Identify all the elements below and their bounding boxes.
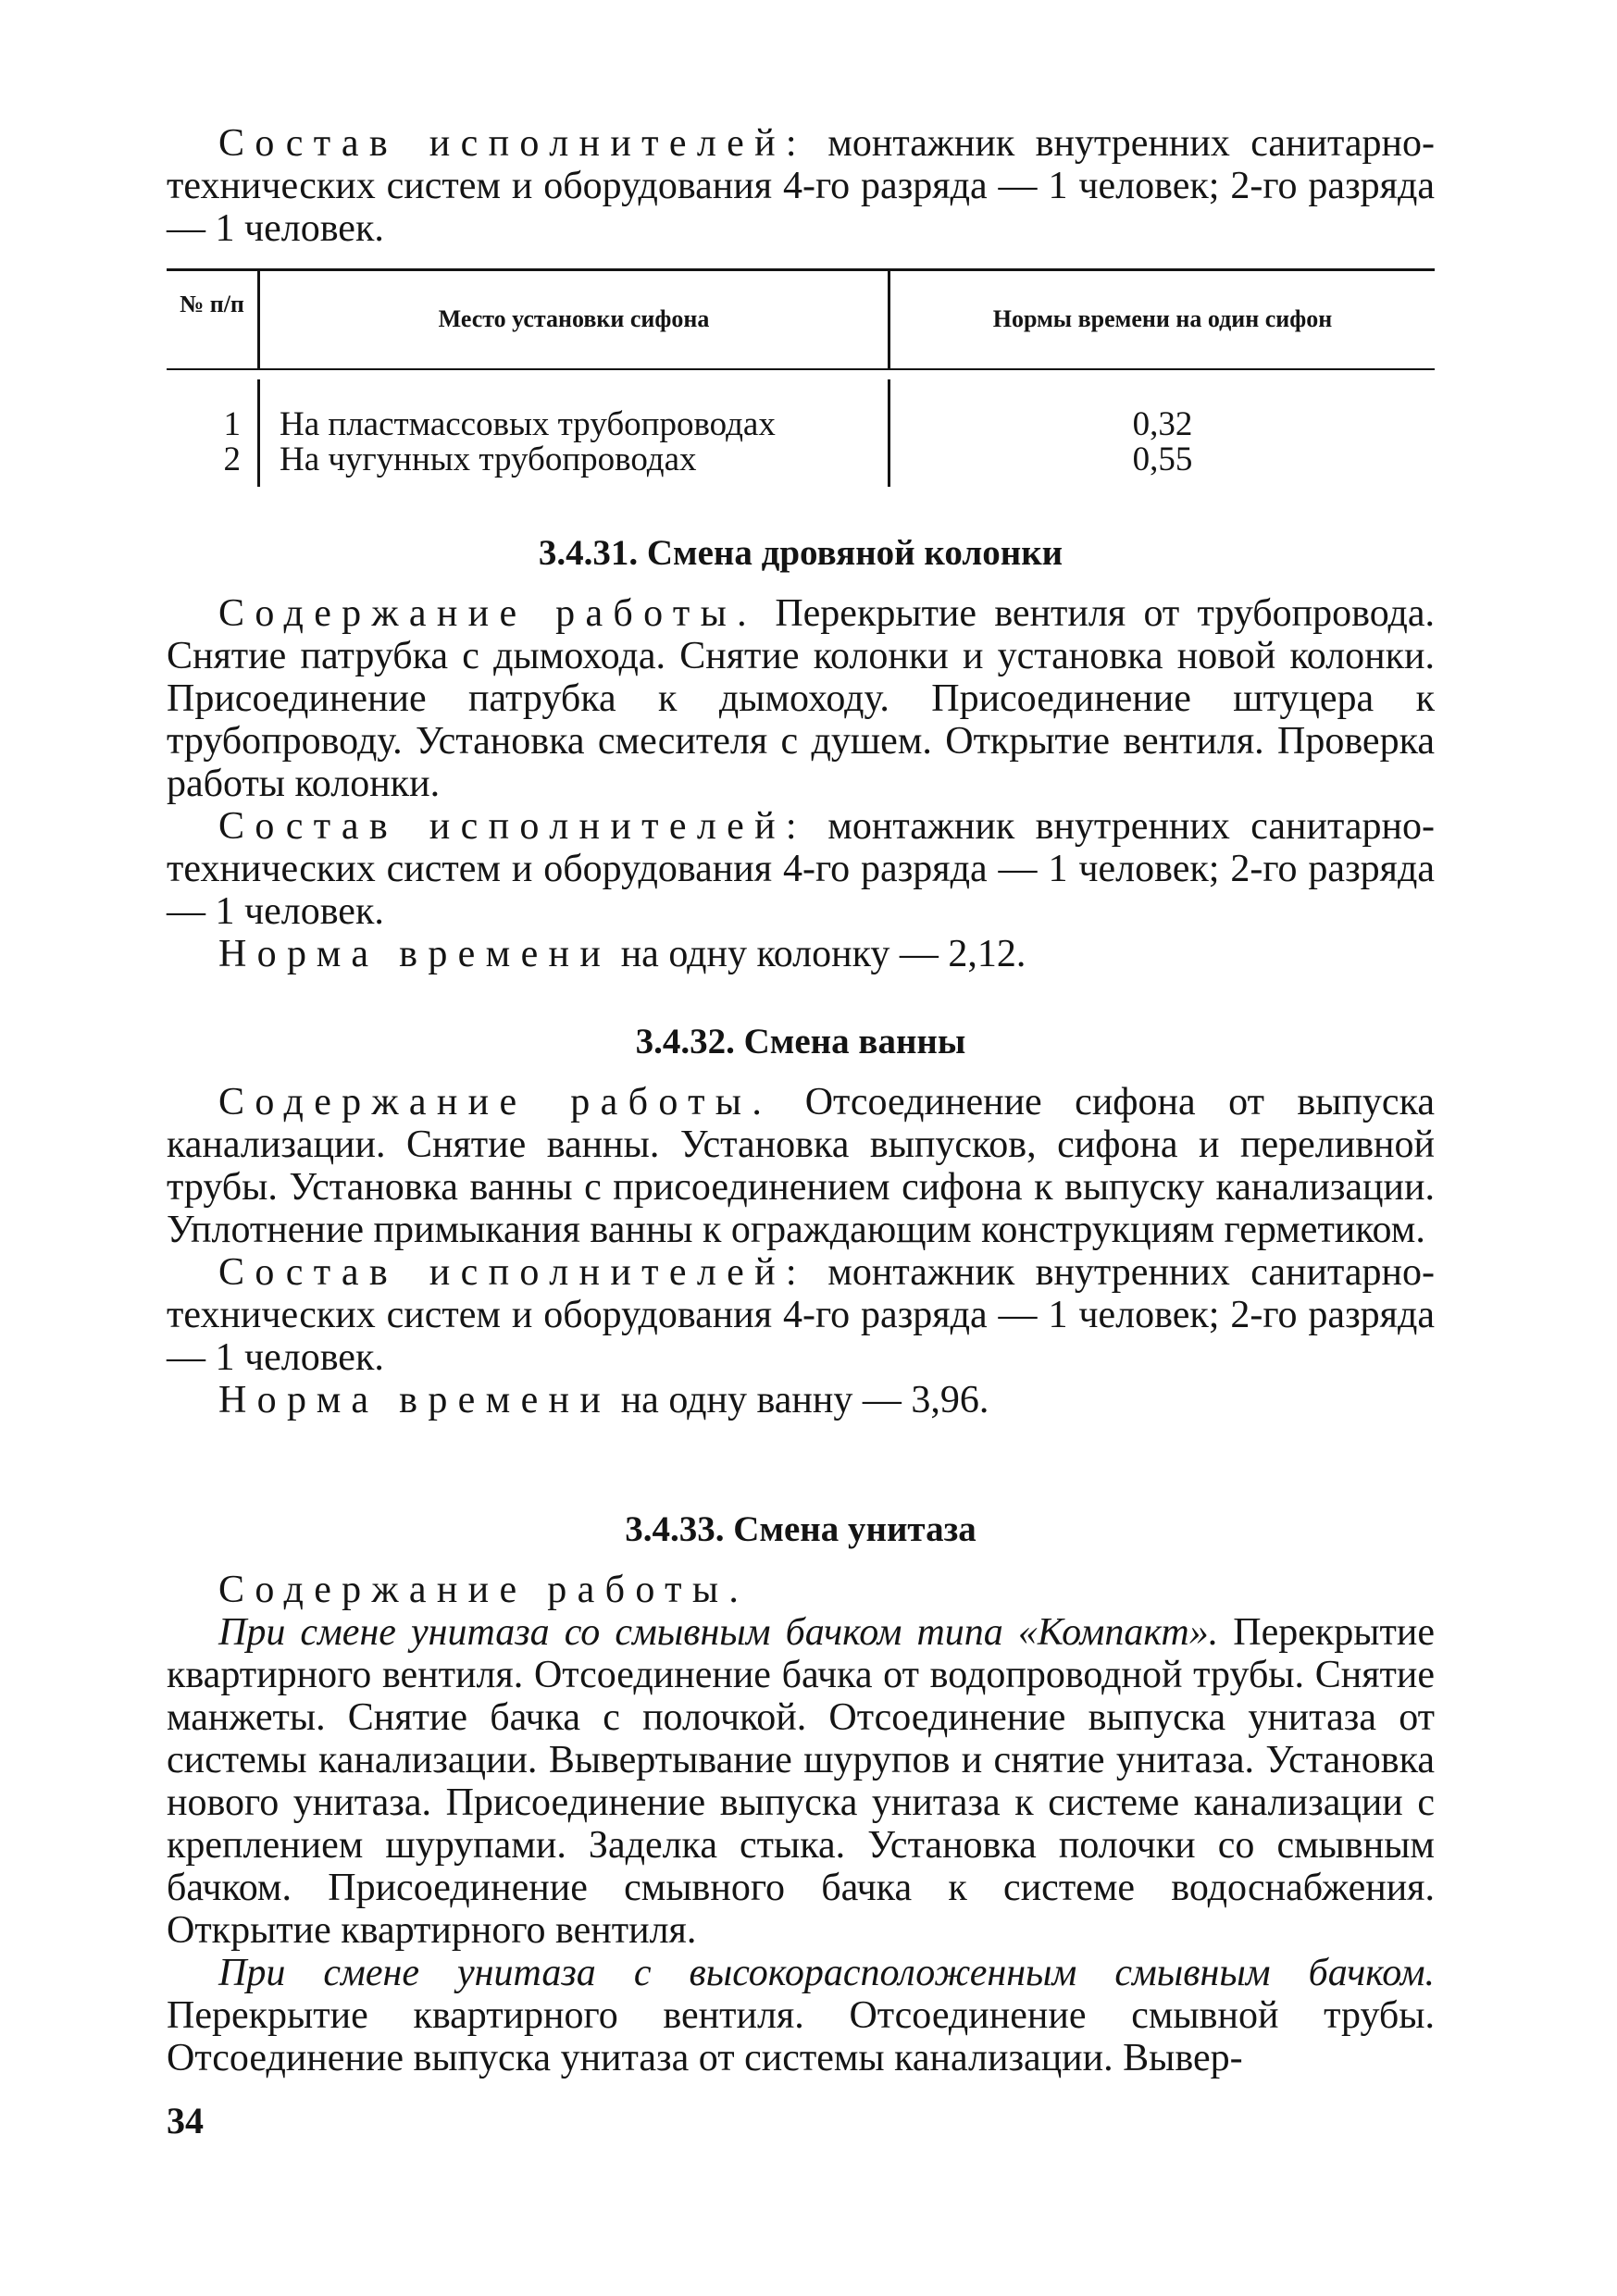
section-3-4-32-heading	[167, 1021, 1435, 1063]
staff-lead: Состав исполнителей:	[218, 805, 807, 848]
time-norm-paragraph	[167, 933, 1435, 975]
work-content-text: Отсоединение сифона от выпуска канализации. Снятие ванны. Установка выпусков, сифона и переливной трубы. Установка ванны с присоединением сифона к выпуску канализации. Уплотнение примыкания ванны к ограждающим конструкциям герметиком.	[167, 1081, 1435, 1251]
work-content-paragraph	[167, 1569, 1435, 1611]
section-3-4-31-heading	[167, 532, 1435, 575]
work-content-lead: Содержание работы.	[218, 1081, 773, 1123]
staff-text: монтажник внутренних санитарно-технических систем и оборудования 4-го разряда — 1 человек; 2-го разряда — 1 человек.	[167, 1251, 1435, 1379]
table-header-num: № п/п	[180, 291, 244, 317]
case-compact-lead: При смене унитаза со смывным бачком типа «Компакт».	[218, 1611, 1219, 1654]
table-row-1-norm: 0,32	[1132, 405, 1193, 443]
case-compact-paragraph	[167, 1611, 1435, 1952]
section-title: 3.4.32. Смена ванны	[635, 1022, 966, 1061]
work-content-lead: Содержание работы.	[218, 1569, 750, 1611]
case-compact-text: Перекрытие квартирного вентиля. Отсоединение бачка от водопроводной трубы. Снятие манжеты. Снятие бачка с полочкой. Отсоединение выпуска унитаза от системы канализации. Вывертывание шурупов и снятие унитаза. Установка нового унитаза. Присоединение выпуска унитаза к системе канализации с креплением шурупами. Заделка стыка. Установка полочки со смывным бачком. Присоединение смывного бачка к системе водоснабжения. Открытие квартирного вентиля.	[167, 1611, 1435, 1952]
table-header-place: Место установки сифона	[438, 305, 710, 332]
work-content-paragraph	[167, 592, 1435, 805]
page-number: 34	[167, 2100, 204, 2141]
case-high-tank-paragraph	[167, 1952, 1435, 2079]
intro-staff-rest: монтажник внутренних санитарно-технических систем и оборудования 4-го разряда — 1 человек; 2-го разряда — 1 человек.	[167, 122, 1435, 250]
siphon-norms-table	[167, 268, 1435, 490]
table-row-2-place: На чугунных трубопроводах	[280, 441, 697, 478]
work-content-paragraph	[167, 1081, 1435, 1251]
intro-staff-lead: Состав исполнителей:	[218, 122, 807, 165]
table-row-2-num: 2	[223, 441, 241, 478]
time-norm-paragraph	[167, 1379, 1435, 1421]
table-header-norm: Нормы времени на один сифон	[992, 305, 1333, 332]
table-header-rule	[167, 368, 1435, 370]
table-row-1-place: На пластмассовых трубопроводах	[280, 405, 776, 443]
table-row-1-num: 1	[223, 405, 241, 443]
section-title: 3.4.33. Смена унитаза	[625, 1509, 976, 1549]
section-3-4-32-body	[167, 1081, 1435, 1421]
work-content-text: Перекрытие вентиля от трубопровода. Снятие патрубка с дымохода. Снятие колонки и установка новой колонки. Присоединение патрубка к дымоходу. Присоединение штуцера к трубопроводу. Установка смесителя с душем. Открытие вентиля. Проверка работы колонки.	[167, 592, 1435, 805]
case-high-tank-text: Перекрытие квартирного вентиля. Отсоединение смывной трубы. Отсоединение выпуска унитаза от системы канализации. Вывер-	[167, 1994, 1435, 2079]
section-3-4-31-body	[167, 592, 1435, 975]
time-norm-text: на одну ванну — 3,96.	[611, 1379, 989, 1421]
section-3-4-33-heading	[167, 1508, 1435, 1551]
work-content-lead: Содержание работы.	[218, 592, 758, 635]
staff-text: монтажник внутренних санитарно-технических систем и оборудования 4-го разряда — 1 человек; 2-го разряда — 1 человек.	[167, 805, 1435, 933]
case-high-tank-lead: При смене унитаза с высокорасположенным смывным бачком.	[218, 1952, 1435, 1994]
section-3-4-33-body	[167, 1569, 1435, 2079]
intro-staff-paragraph	[167, 122, 1435, 250]
staff-paragraph	[167, 805, 1435, 933]
section-title: 3.4.31. Смена дровяной колонки	[538, 533, 1063, 573]
time-norm-text: на одну колонку — 2,12.	[611, 933, 1026, 975]
table-row-2-norm: 0,55	[1132, 441, 1193, 478]
table-top-rule	[167, 268, 1435, 271]
staff-lead: Состав исполнителей:	[218, 1251, 807, 1294]
time-norm-lead: Норма времени	[218, 933, 612, 975]
staff-paragraph	[167, 1251, 1435, 1379]
intro-staff-text	[167, 122, 1435, 250]
time-norm-lead: Норма времени	[218, 1379, 612, 1421]
table-divider	[257, 379, 260, 487]
